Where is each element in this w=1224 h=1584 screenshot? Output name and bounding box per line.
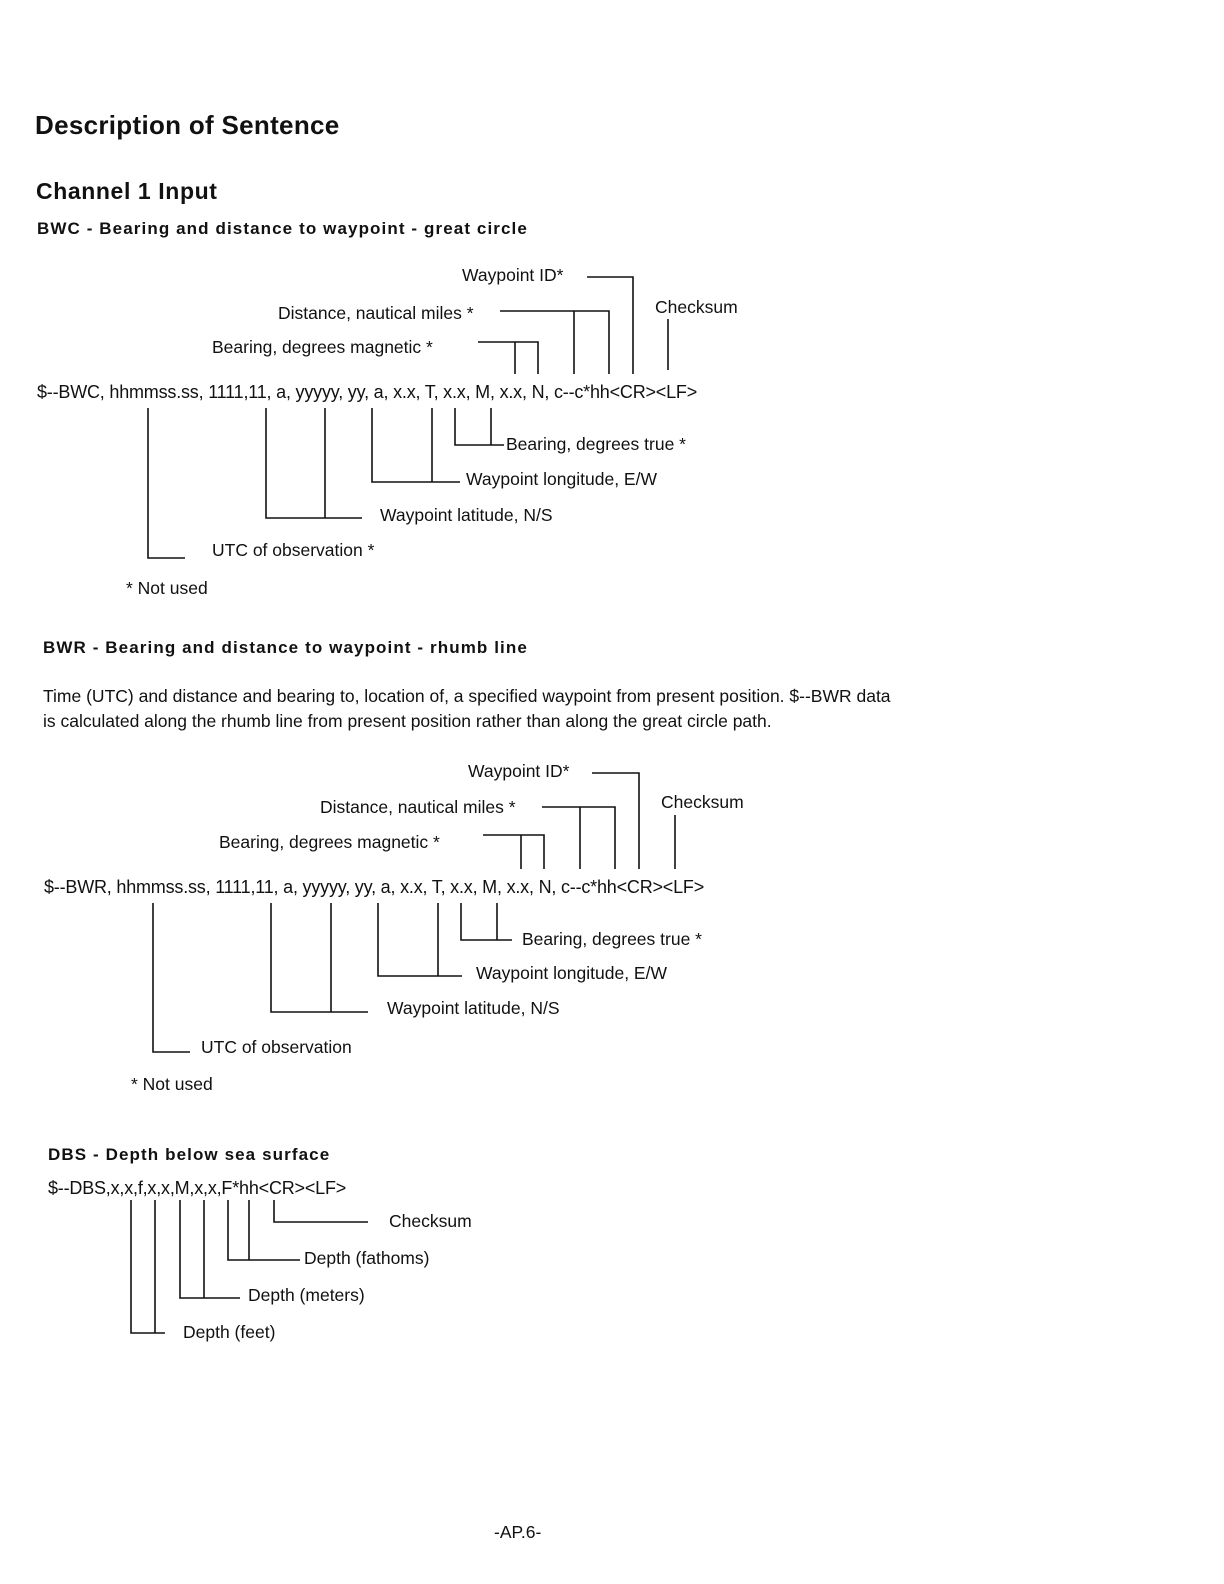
bwc-waypoint-id-label: Waypoint ID* bbox=[462, 265, 564, 285]
bwc-lower-leaders bbox=[148, 408, 504, 558]
bwc-bearing-true-label: Bearing, degrees true * bbox=[506, 434, 686, 454]
bwr-distance-leader bbox=[542, 807, 615, 869]
bwr-bearing-true-leader bbox=[461, 903, 512, 940]
bwr-bearing-true-label: Bearing, degrees true * bbox=[522, 929, 702, 949]
bwc-longitude-leader bbox=[372, 408, 460, 482]
bwc-checksum-label: Checksum bbox=[655, 297, 738, 317]
bwr-description-line-1: Time (UTC) and distance and bearing to, location of, a specified waypoint from present position. $--BWR data bbox=[43, 686, 891, 706]
bwc-title: BWC - Bearing and distance to waypoint - great circle bbox=[37, 219, 528, 238]
dbs-feet-leader bbox=[131, 1200, 165, 1333]
bwr-utc-leader bbox=[153, 903, 190, 1052]
bwr-not-used-note: * Not used bbox=[131, 1074, 213, 1094]
bwc-utc-leader bbox=[148, 408, 185, 558]
bwr-waypoint-id-leader bbox=[592, 773, 639, 869]
bwc-sentence-format: $--BWC, hhmmss.ss, 1111,11, a, yyyyy, yy, a, x.x, T, x.x, M, x.x, N, c--c*hh<CR><LF> bbox=[37, 382, 698, 402]
bwr-bearing-magnetic-leader bbox=[483, 835, 544, 869]
bwr-latitude-label: Waypoint latitude, N/S bbox=[387, 998, 560, 1018]
bwr-waypoint-id-label: Waypoint ID* bbox=[468, 761, 570, 781]
page-heading: Description of Sentence bbox=[35, 110, 340, 140]
bwr-lower-leaders bbox=[153, 903, 512, 1052]
bwr-bearing-magnetic-label: Bearing, degrees magnetic * bbox=[219, 832, 440, 852]
bwr-latitude-leader bbox=[271, 903, 368, 1012]
dbs-fathoms-leader bbox=[228, 1200, 300, 1260]
dbs-checksum-leader bbox=[274, 1200, 368, 1222]
bwc-utc-label: UTC of observation * bbox=[212, 540, 375, 560]
bwr-upper-leaders bbox=[483, 773, 675, 869]
page-number: -AP.6- bbox=[494, 1522, 542, 1542]
bwc-bearing-magnetic-leader bbox=[478, 342, 538, 374]
dbs-fathoms-label: Depth (fathoms) bbox=[304, 1248, 430, 1268]
dbs-meters-leader bbox=[180, 1200, 240, 1298]
bwc-bearing-true-leader bbox=[455, 408, 504, 445]
bwc-latitude-leader bbox=[266, 408, 362, 518]
bwc-distance-label: Distance, nautical miles * bbox=[278, 303, 474, 323]
dbs-feet-label: Depth (feet) bbox=[183, 1322, 276, 1342]
bwr-checksum-label: Checksum bbox=[661, 792, 744, 812]
bwc-bearing-magnetic-label: Bearing, degrees magnetic * bbox=[212, 337, 433, 357]
bwc-upper-leaders bbox=[478, 277, 668, 374]
dbs-checksum-label: Checksum bbox=[389, 1211, 472, 1231]
bwr-utc-label: UTC of observation bbox=[201, 1037, 352, 1057]
bwc-not-used-note: * Not used bbox=[126, 578, 208, 598]
section-heading: Channel 1 Input bbox=[36, 178, 218, 204]
bwc-distance-leader bbox=[500, 311, 609, 374]
bwr-longitude-label: Waypoint longitude, E/W bbox=[476, 963, 667, 983]
bwr-title: BWR - Bearing and distance to waypoint - rhumb line bbox=[43, 638, 528, 657]
bwr-distance-label: Distance, nautical miles * bbox=[320, 797, 516, 817]
dbs-meters-label: Depth (meters) bbox=[248, 1285, 365, 1305]
dbs-sentence-format: $--DBS,x,x,f,x,x,M,x,x,F*hh<CR><LF> bbox=[48, 1178, 347, 1198]
dbs-title: DBS - Depth below sea surface bbox=[48, 1145, 331, 1164]
bwc-waypoint-id-leader bbox=[587, 277, 633, 374]
bwr-description-line-2: is calculated along the rhumb line from present position rather than along the great circle path. bbox=[43, 711, 772, 731]
bwr-sentence-format: $--BWR, hhmmss.ss, 1111,11, a, yyyyy, yy, a, x.x, T, x.x, M, x.x, N, c--c*hh<CR><LF> bbox=[44, 877, 705, 897]
bwc-longitude-label: Waypoint longitude, E/W bbox=[466, 469, 657, 489]
bwc-latitude-label: Waypoint latitude, N/S bbox=[380, 505, 553, 525]
bwr-longitude-leader bbox=[378, 903, 462, 976]
